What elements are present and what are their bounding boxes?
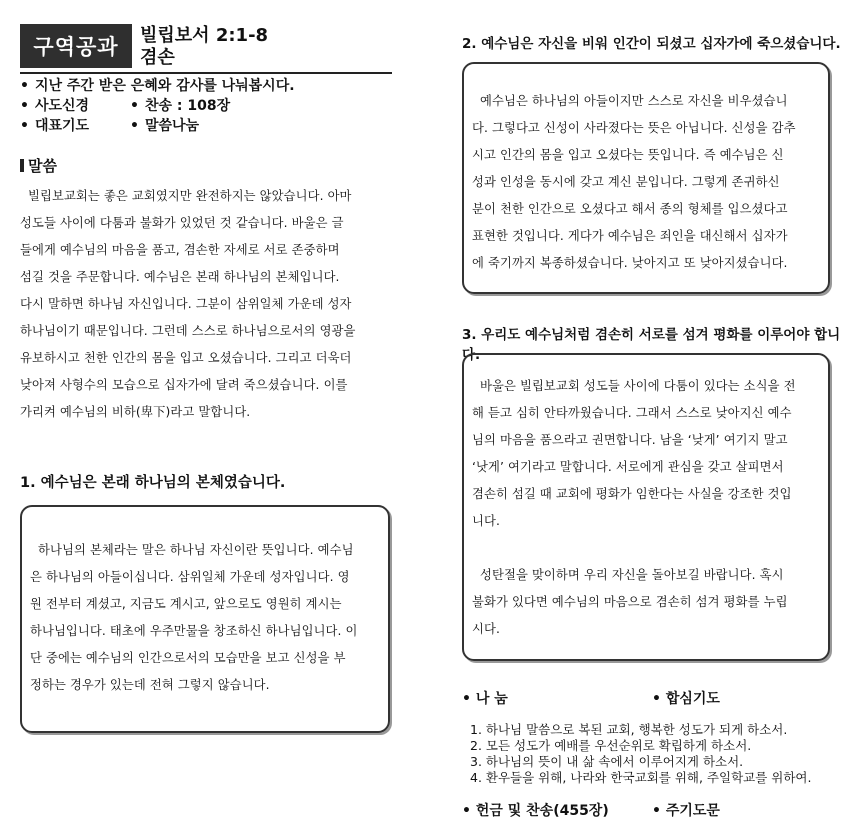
text-line: 은 하나님의 아들이십니다. 삼위일체 가운데 성자입니다. 영 [30, 570, 350, 584]
text-line: 가리켜 예수님의 비하(卑下)라고 말합니다. [20, 405, 251, 419]
header-divider [20, 72, 392, 74]
text-line: 분이 천한 인간으로 오셨다고 해서 종의 형체를 입으셨다고 [472, 202, 788, 216]
text-line: 님의 마음을 품으라고 권면합니다. 남을 ‘낮게’ 여기지 말고 [472, 433, 788, 447]
text-line: 성과 인성을 동시에 갖고 계신 분입니다. 그렇게 존귀하신 [472, 175, 780, 189]
point-1-paragraph [30, 537, 382, 699]
order-creed [20, 96, 89, 116]
point-1-box [20, 505, 390, 733]
text-line: 바울은 빌립보교회 성도들 사이에 다툼이 있다는 소식을 전 [472, 379, 796, 393]
point-3-box [462, 353, 830, 661]
order-line-1 [20, 76, 295, 96]
list-item: 4. 환우들을 위해, 나라와 한국교회를 위해, 주일학교를 위하여. [470, 770, 812, 785]
text-line: 시다. [472, 622, 500, 636]
text-line: 성탄절을 맞이하며 우리 자신을 돌아보길 바랍니다. 혹시 [472, 568, 784, 582]
text-line: 정하는 경우가 있는데 전혀 그렇지 않습니다. [30, 678, 270, 692]
text-line: 하나님의 본체라는 말은 하나님 자신이란 뜻입니다. 예수님 [30, 543, 354, 557]
text-line: 다. 그렇다고 신성이 사라졌다는 뜻은 아닙니다. 신성을 감추 [472, 121, 796, 135]
text-line: 해 듣고 심히 안타까웠습니다. 그래서 스스로 낮아지신 예수 [472, 406, 792, 420]
text-line: 겸손히 섬길 때 교회에 평화가 임한다는 사실을 강조한 것입 [472, 487, 792, 501]
word-paragraph [20, 183, 390, 426]
word-heading [20, 155, 57, 176]
text-line: 표현한 것입니다. 게다가 예수님은 죄인을 대신해서 십자가 [472, 229, 788, 243]
word-heading-text: 말씀 [28, 157, 57, 175]
point-3-paragraph [472, 373, 824, 643]
text-line: 다시 말하면 하나님 자신입니다. 그분이 삼위일체 가운데 성자 [20, 297, 352, 311]
order-hymn [130, 96, 230, 116]
point-3-heading: 3. 우리도 예수님처럼 겸손히 서로를 섬겨 평화를 이루어야 합니다. [462, 327, 841, 363]
text-line: 예수님은 하나님의 아들이지만 스스로 자신을 비우셨습니 [472, 94, 788, 108]
point-2-heading: 2. 예수님은 자신을 비워 인간이 되셨고 십자가에 죽으셨습니다. [462, 36, 841, 52]
text-line: 불화가 있다면 예수님의 마음으로 겸손히 섬겨 평화를 누립 [472, 595, 788, 609]
scripture-reference: 빌립보서 2:1-8 [140, 25, 269, 46]
lords-prayer-label: • 주기도문 [652, 803, 720, 819]
text-line: 시고 인간의 몸을 입고 오셨다는 뜻입니다. 즉 예수님은 신 [472, 148, 784, 162]
text-line: 단 중에는 예수님의 인간으로서의 모습만을 보고 신성을 부 [30, 651, 346, 665]
point-1-heading: 1. 예수님은 본래 하나님의 본체였습니다. [20, 475, 286, 491]
text-line: 원 전부터 계셨고, 지금도 계시고, 앞으로도 영원히 계시는 [30, 597, 342, 611]
text-line: 낮아져 사형수의 모습으로 십자가에 달려 죽으셨습니다. 이를 [20, 378, 348, 392]
order-text: 대표기도 [34, 118, 90, 134]
text-line: 섬길 것을 주문합니다. 예수님은 본래 하나님의 본체입니다. [20, 270, 340, 284]
order-prayer [20, 116, 89, 136]
list-item: 2. 모든 성도가 예배를 우선순위로 확립하게 하소서. [470, 738, 752, 753]
text-line: 하나님입니다. 태초에 우주만물을 창조하신 하나님입니다. 이 [30, 624, 358, 638]
order-sharing [130, 116, 199, 136]
offering-label: • 헌금 및 찬송(455장) [462, 803, 609, 819]
bullet: • [130, 118, 139, 134]
text-line: 성도들 사이에 다툼과 불화가 있었던 것 같습니다. 바울은 글 [20, 216, 344, 230]
list-item: 1. 하나님 말씀으로 복된 교회, 행복한 성도가 되게 하소서. [470, 722, 788, 737]
joint-prayer-label: • 합심기도 [652, 691, 720, 707]
text-line: 빌립보교회는 좋은 교회였지만 완전하지는 않았습니다. 아마 [20, 189, 352, 203]
bullet: • [20, 98, 29, 114]
text-line: 들에게 예수님의 마음을 품고, 겸손한 자세로 서로 존중하며 [20, 243, 340, 257]
order-text: 찬송 : 108장 [144, 98, 231, 114]
list-item: 3. 하나님의 뜻이 내 삶 속에서 이루어지게 하소서. [470, 754, 744, 769]
text-line: 유보하시고 천한 인간의 몸을 입고 오셨습니다. 그리고 더욱더 [20, 351, 352, 365]
bullet: • [130, 98, 139, 114]
text-line [472, 535, 824, 562]
text-line: 니다. [472, 514, 500, 528]
bullet: • [20, 78, 29, 94]
text-line: ‘낫게’ 여기라고 말합니다. 서로에게 관심을 갖고 살피면서 [472, 460, 784, 474]
bullet: • [20, 118, 29, 134]
text-line: 에 죽기까지 복종하셨습니다. 낮아지고 또 낮아지셨습니다. [472, 256, 788, 270]
order-text: 말씀나눔 [144, 118, 200, 134]
sharing-label: • 나 눔 [462, 691, 508, 707]
section-tag: 구역공과 [20, 24, 132, 68]
prayer-list [470, 722, 850, 786]
order-text: 지난 주간 받은 은혜와 감사를 나눠봅시다. [34, 78, 295, 94]
order-text: 사도신경 [34, 98, 90, 114]
point-2-paragraph [472, 88, 824, 277]
text-line: 하나님이기 때문입니다. 그런데 스스로 하나님으로서의 영광을 [20, 324, 356, 338]
point-2-box [462, 62, 830, 294]
heading-bar-icon [20, 159, 24, 172]
lesson-title: 겸손 [140, 47, 175, 68]
